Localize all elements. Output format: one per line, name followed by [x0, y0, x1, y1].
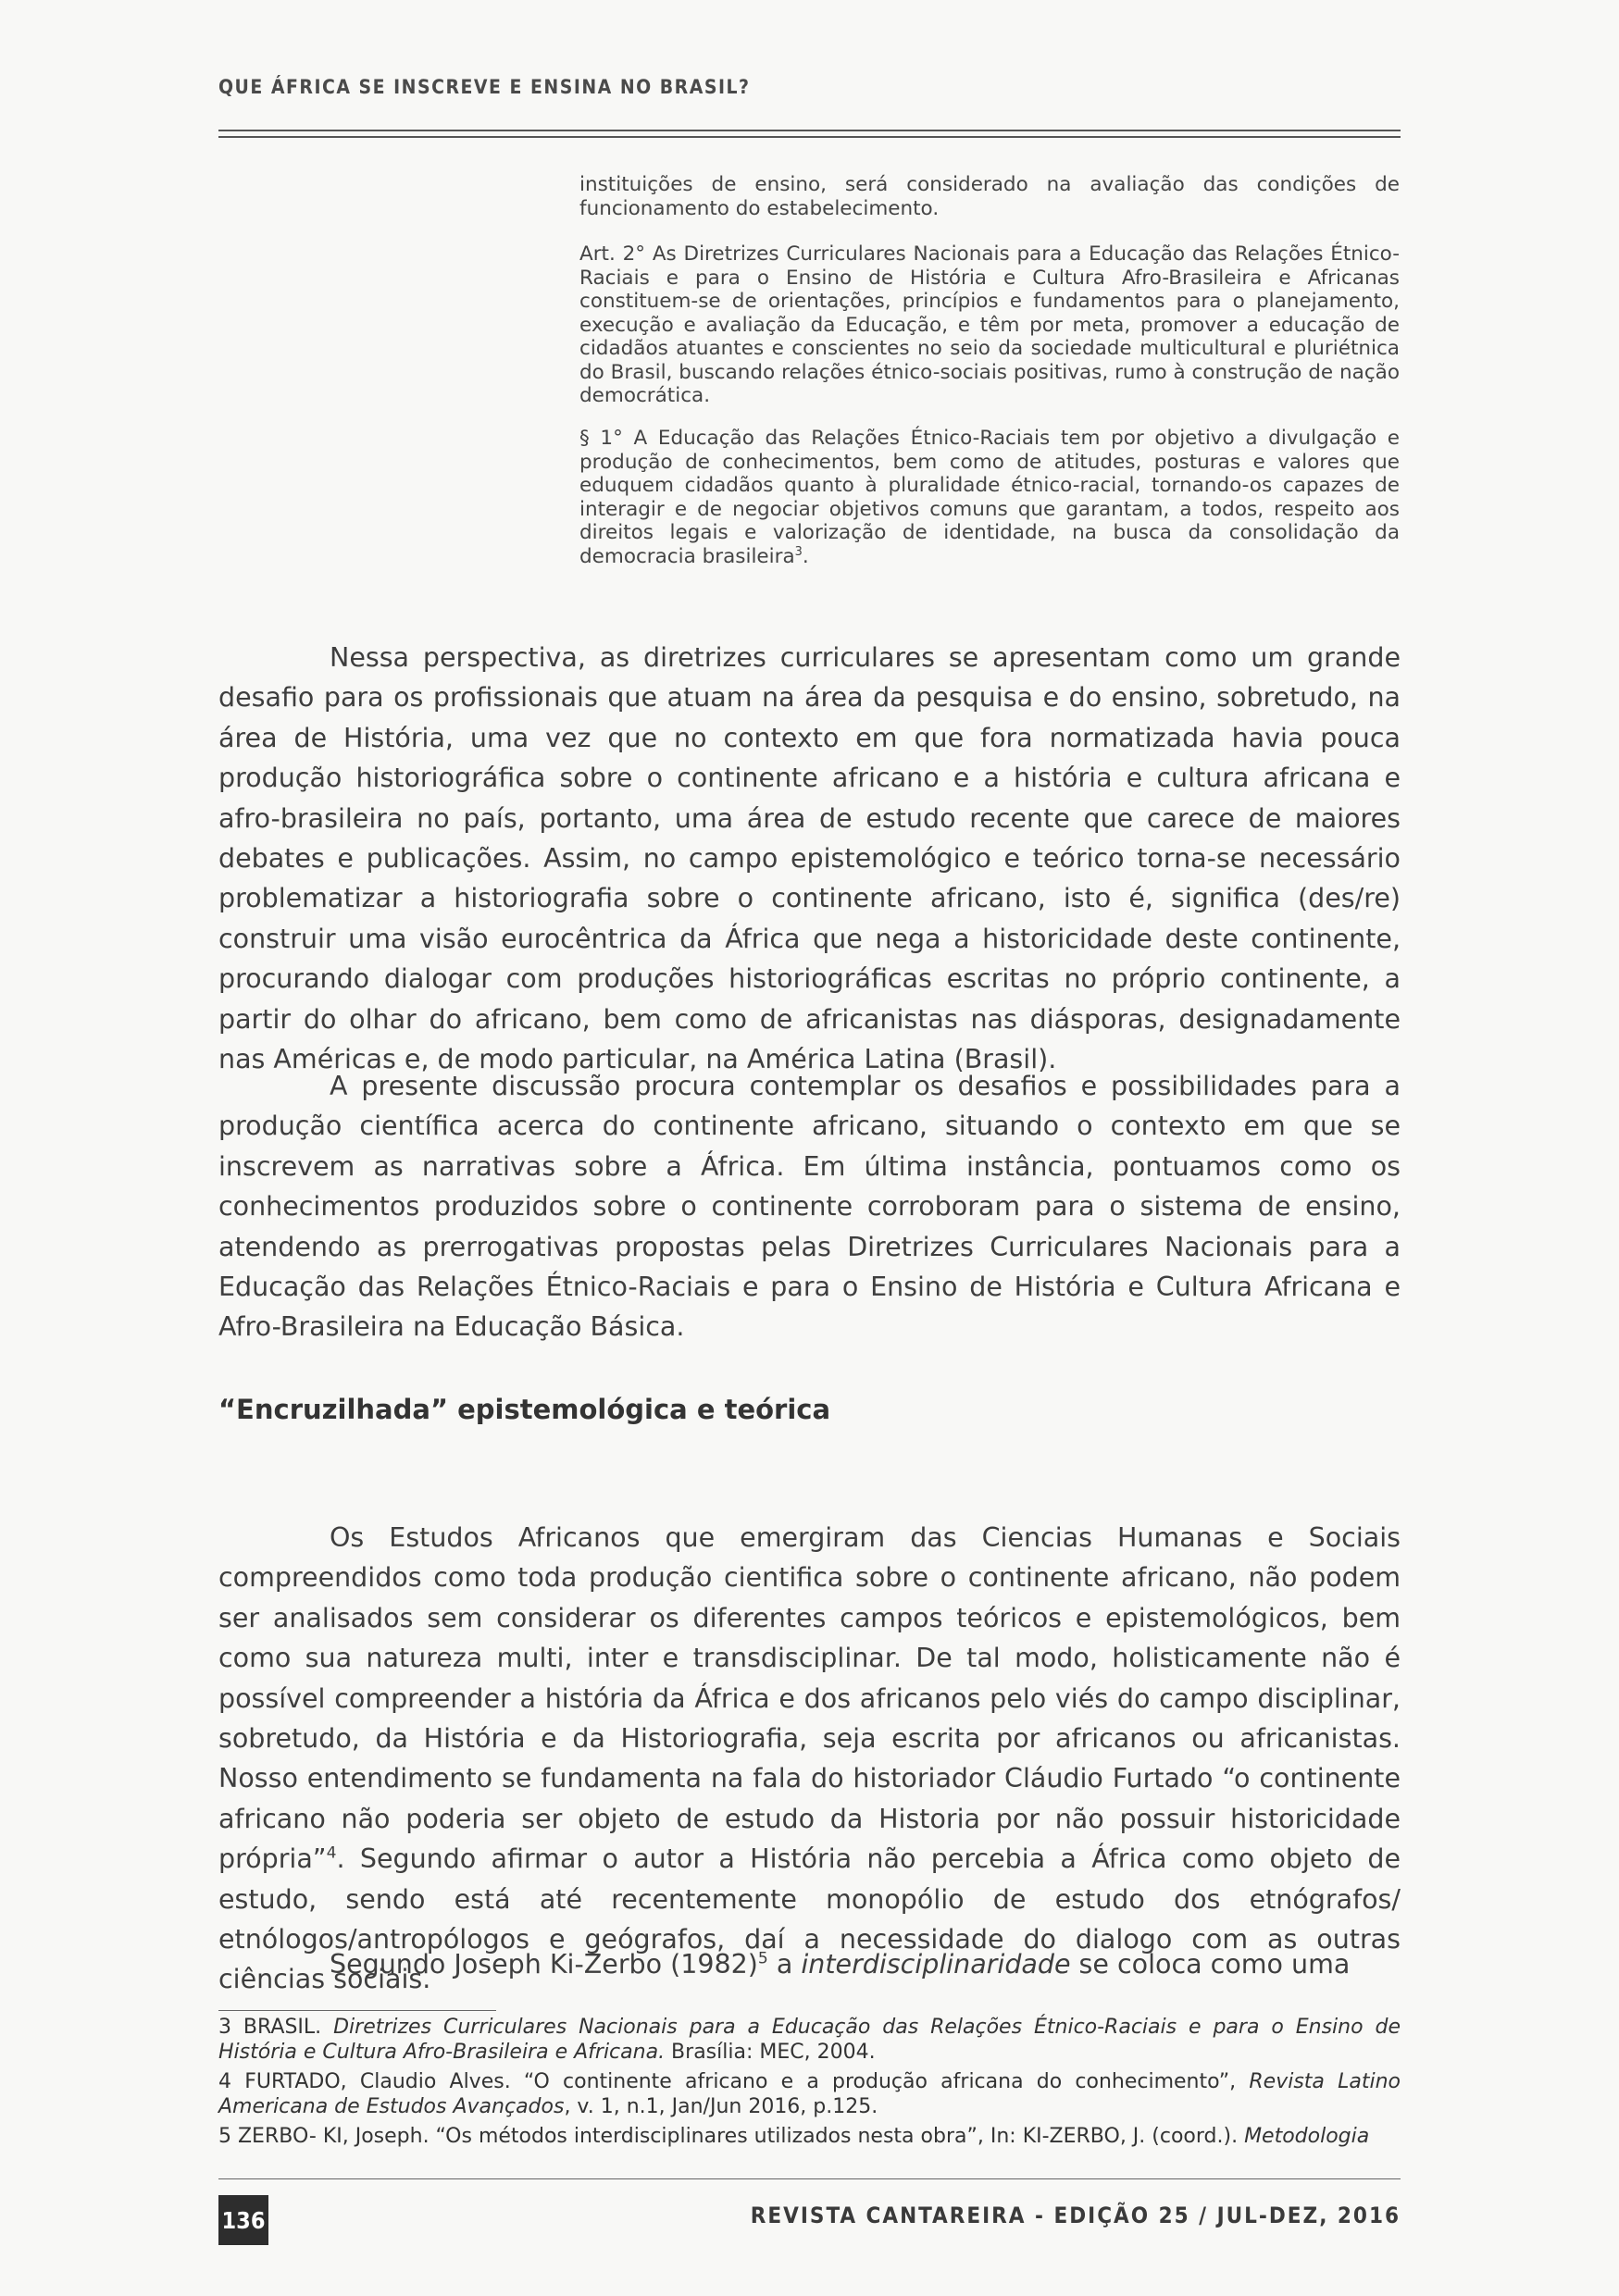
paragraph: Os Estudos Africanos que emergiram das Ciencias Humanas e Sociais compreendidos como toda produção cientifica sobre o continente africano, não podem ser analisados sem considerar os diferentes campos teóricos e epistemológicos, bem como sua natureza multi, inter e transdisciplinar. De tal modo, holisticamente não é possível compreender a história da África e dos africanos pelo viés do campo disciplinar, sobretudo, da História e da Historiografia, seja escrita por africanos ou africanistas. Nosso entendimento se fundamenta na fala do historiador Cláudio Furtado “o continente africano não poderia ser objeto de estudo da Historia por não possuir historicidade própria”$^4$. Segundo afirmar o autor a História não percebia a África como objeto de estudo, sendo está até recentemente monopólio de estudo dos etnógrafos/ etnólogos/antropólogos e geógrafos, daí a necessidade do dialogo com as outras ciências sociais. [218, 1522, 1401, 1995]
paragraph: Segundo Joseph Ki-Zerbo $(1982)^5$ a interdisciplinaridade se coloca como uma [330, 1949, 1351, 1980]
quote-paragraph: Art. 2° As Diretrizes Curriculares Nacionais para a Educação das Relações Étnico-Raciais e para o Ensino de História e Cultura Afro-Brasileira e Africanas constituem-se de orientações, princípios e fundamentos para o planejamento, execução e avaliação da Educação, e têm por meta, promover a educação de cidadãos atuantes e conscientes no seio da sociedade multicultural e pluriétnica do Brasil, buscando relações étnico-sociais positivas, rumo à construção de nação democrática. [579, 242, 1400, 407]
paragraph: Nessa perspectiva, as diretrizes curriculares se apresentam como um grande desafio para os profissionais que atuam na área da pesquisa e do ensino, sobretudo, na área de História, uma vez que no contexto em que fora normatizada havia pouca produção historiográfica sobre o continente africano e a história e cultura africana e afro-brasileira no país, portanto, uma área de estudo recente que carece de maiores debates e publicações. Assim, no campo epistemológico e teórico torna-se necessário problematizar a historiografia sobre o continente africano, isto é, significa (des/re) construir uma visão eurocêntrica da África que nega a historicidade deste continente, procurando dialogar com produções historiográficas escritas no próprio continente, a partir do olhar do africano, bem como de africanistas nas diásporas, designadamente nas Américas e, de modo particular, na América Latina (Brasil). [218, 642, 1401, 1075]
footnote-3: 3 BRASIL. Diretrizes Curriculares Nacionais para a Educação das Relações Étnico-Raciais e para o Ensino de História e Cultura Afro-Brasileira e Africana. Brasília: MEC, 2004. [218, 2016, 1401, 2064]
footer-rule [218, 2178, 1401, 2179]
block-quote [579, 173, 1400, 220]
footnote-rule [218, 2010, 496, 2011]
footnote-4: 4 FURTADO, Claudio Alves. “O continente africano e a produção africana do conhecimento”, Revista Latino Americana de Estudos Avançados, v. 1, n.1, Jan/Jun 2016, p.125. [218, 2070, 1401, 2118]
body-paragraph-1 [218, 638, 1401, 1079]
journal-footer: REVISTA CANTAREIRA - EDIÇÃO 25 / JUL-DEZ, 2016 [750, 2203, 1401, 2228]
header-rule-top [218, 130, 1401, 131]
block-quote-par1 [579, 427, 1400, 568]
footnote-ref: 3 [794, 544, 803, 559]
body-paragraph-2 [218, 1066, 1401, 1347]
quote-paragraph: § 1° A Educação das Relações Étnico-Raciais tem por objetivo a divulgação e produção de conhecimentos, bem como de atitudes, posturas e valores que eduquem cidadãos quanto à pluralidade étnico-racial, tornando-os capazes de interagir e de negociar objetivos comuns que garantam, a todos, respeito aos direitos legais e valorização de identidade, na busca da consolidação da democracia brasileira$^3$. [579, 427, 1400, 568]
quote-paragraph: instituições de ensino, será considerado na avaliação das condições de funcionamento do estabelecimento. [579, 173, 1400, 220]
running-title: QUE ÁFRICA SE INSCREVE E ENSINA NO BRASIL? [218, 76, 751, 98]
header-rule-bottom [218, 136, 1401, 138]
footnote-ref: 5 [757, 1949, 768, 1968]
paragraph: A presente discussão procura contemplar os desafios e possibilidades para a produção científica acerca do continente africano, situando o contexto em que se inscrevem as narrativas sobre a África. Em última instância, pontuamos como os conhecimentos produzidos sobre o continente corroboram para o sistema de ensino, atendendo as prerrogativas propostas pelas Diretrizes Curriculares Nacionais para a Educação das Relações Étnico-Raciais e para o Ensino de História e Cultura Africana e Afro-Brasileira na Educação Básica. [218, 1071, 1401, 1343]
footnotes [218, 2016, 1401, 2155]
page-number: 136 [218, 2195, 268, 2245]
body-paragraph-4 [218, 1944, 1401, 1984]
section-heading: “Encruzilhada” epistemológica e teórica [218, 1394, 831, 1425]
footnote-ref: 4 [326, 1843, 337, 1863]
block-quote-art2 [579, 242, 1400, 408]
footnote-5: 5 ZERBO- KI, Joseph. “Os métodos interdisciplinares utilizados nesta obra”, In: KI-ZERBO, J. (coord.). Metodologia [218, 2125, 1370, 2148]
body-paragraph-3 [218, 1518, 1401, 2000]
